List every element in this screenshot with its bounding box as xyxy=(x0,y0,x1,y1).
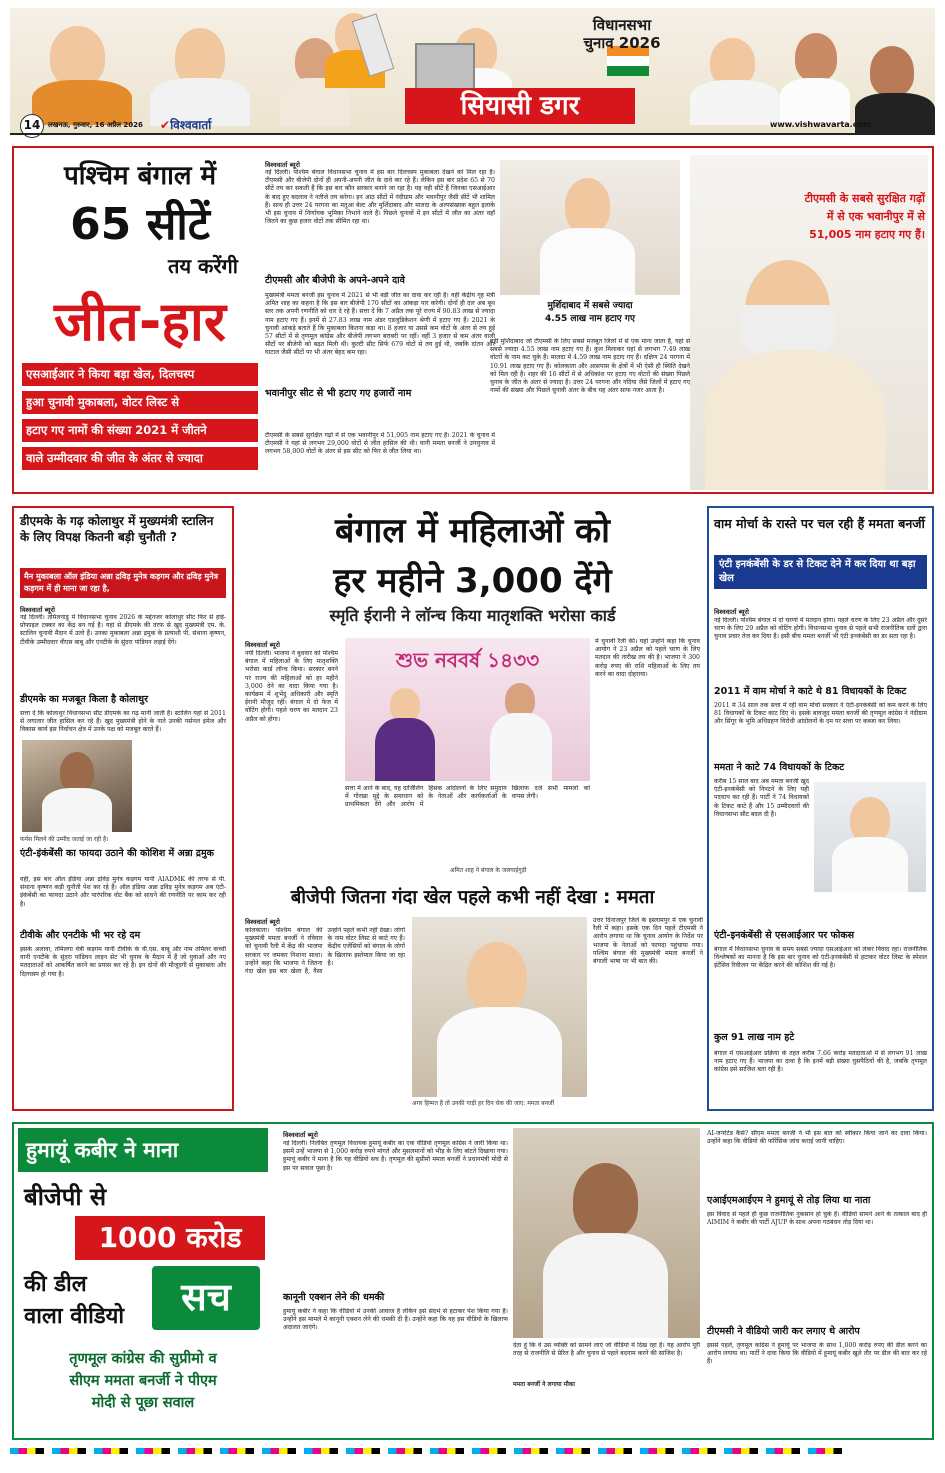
right-headline: वाम मोर्चा के रास्ते पर चल रही हैं ममता बनर्जी xyxy=(714,516,925,531)
story1-body: वहीं मुर्शिदाबाद जो टीएमसी के लिए सबसे मजबूत जिलों में से एक माना जाता है, यहां से सबसे ज्यादा 4.55 लाख नाम हटाए गए हैं। कुल मिलाकर यहां से लगभग 7.49 लाख वोटरों के नाम कट चुके हैं। मालदा में 4.59 लाख नाम हटाए गए हैं। दक्षिण 24 परगना में 10.91 लाख हटाए गए हैं। कोलकाता और आसपास के क्षेत्रों में भी ऐसी ही स्थिति देखने को मिल रही है। शहर की 16 सीटों में से अधिकांश पर हटाए गए वोटरों की संख्या पिछले चुनाव के जीत के अंतर से ज्यादा है। उत्तर 24 परगना और नदिया जैसे जिलों में हटाए गए नामों की संख्या और पिछले चुनावी अंतर के बीच यह अंतर साफ नजर आता है। xyxy=(490,338,690,395)
smriti-irani-photo xyxy=(345,638,590,781)
story1-headline-l1: पश्चिम बंगाल में xyxy=(63,161,217,191)
brand-mark-icon: ✔ xyxy=(160,118,171,132)
story1-pullquote: टीएमसी के सबसे सुरक्षित गढ़ों में से एक भवानीपुर में से 51,005 नाम हटाए गए हैं। xyxy=(804,192,925,241)
story2-caption: अमित शाह ने बंगाल के जलपाईगुड़ी xyxy=(450,867,527,874)
election-label: विधानसभा चुनाव 2026 xyxy=(583,16,661,52)
story1-deck-line: वाले उम्मीदवार की जीत के अंतर से ज्यादा xyxy=(22,447,258,470)
story2-body: सत्ता में आने के बाद, यह दार्जिलिंग में गोरखा मुद्दे के समाधान को प्राथमिकता देंगे और आरोप में हिंसक आंदोलनों के लिए समुदाय के नेताओं और कार्यकर्ताओं के खिलाफ दर्ज सभी मामलों को वापस लेगी। xyxy=(345,785,590,809)
masthead-rule xyxy=(10,133,935,135)
left-body: नई दिल्ली। तमिलनाडु में विधानसभा चुनाव 2026 के मद्देनजर कोलाथुर सीट फिर से हाई-प्रोफाइल टक्कर का केंद्र बन गई है। यहां से डीएमके की तरफ से खुद मुख्यमंत्री एम. के. स्टालिन चुनावी मैदान में उतरे हैं। उनका मुकाबला अन्ना द्रमुक के प्रत्याशी पी. संथाना कृष्णन, टीवीके उम्मीदवार वीएस बाबू और एनटीके के सुंदरा पांडियन लड़ाई देंगे। xyxy=(20,614,226,646)
story2-deck: स्मृति ईरानी ने लॉन्च किया मातृशक्ति भरोसा कार्ड xyxy=(329,606,616,625)
story4-caption: ममता बनर्जी ने लगाया मौका xyxy=(513,1381,575,1388)
story4-badge: सच xyxy=(152,1266,260,1330)
left-deck: मैन मुकाबला ऑल इंडिया अन्ना द्रविड़ मुनेत्र कड़गम और द्रविड़ मुनेत्र कड़गम में ही माना जा रहा है, xyxy=(20,568,226,598)
story1-deck-line: हुआ चुनावी मुकाबला, वोटर लिस्ट से xyxy=(22,391,258,414)
website-url: www.vishwavarta.com xyxy=(770,120,872,129)
story4-deck xyxy=(18,1348,268,1414)
right-body: करीब 15 साल बाद अब ममता बनर्जी खुद एंटी-इनकंबेंसी को निपटने के लिए यही पदचाप कर रही हैं। पार्टी ने 74 विधायकों के टिकट काटे हैं और 15 उम्मीदवारों की विधानसभा सीट बदल दी है। xyxy=(714,778,809,818)
right-subhead: ममता ने काटे 74 विधायकों के टिकट xyxy=(714,762,845,773)
story3-headline: बीजेपी जितना गंदा खेल पहले कभी नहीं देखा : ममता xyxy=(290,887,655,908)
story4-panel-l3: की डील xyxy=(24,1272,87,1297)
story3-caption: अगर हिम्मत है तो उनकी गाड़ी हर दिन चेक की जाए: ममता बनर्जी xyxy=(412,1100,555,1107)
story4-subhead: कानूनी एक्शन लेने की धमकी xyxy=(283,1292,385,1303)
page-number: 14 xyxy=(20,114,44,138)
left-body: वहीं, इस बार ऑल इंडिया अन्ना द्रविड़ मुनेत्र कड़गम यानी AIADMK की तरफ से पी. संथाना कृष्णन कड़ी चुनौती पेश कर रहे हैं। ऑल इंडिया अन्ना द्रविड़ मुनेत्र कड़गम अब एंटी-इंकंबेंसी का फायदा उठाने और पारंपरिक वोट बैंक को साधने की रणनीति पर काम कर रही है। xyxy=(20,876,226,908)
right-subhead: एंटी-इनकंबेंसी से एसआईआर पर फोकस xyxy=(714,930,855,941)
right-deck: एंटी इनकंबेंसी के डर से टिकट देने में कर दिया था बड़ा खेल xyxy=(714,555,927,589)
stalin-photo xyxy=(22,740,132,832)
left-photo-caption: फर्नस मिलने की उम्मीद जताई जा रही है। xyxy=(20,836,109,843)
politician-figure xyxy=(870,46,914,96)
mamata-portrait-photo xyxy=(814,782,926,892)
story2-headline-l2: हर महीने 3,000 देंगे xyxy=(333,561,612,601)
story3-byline: विश्ववार्ता ब्यूरो xyxy=(245,918,280,926)
story4-body: देता हूं कि वे उस व्यक्ति को सामने लाएं जो वीडियो में दिख रहा है। यह आरोप पूरी तरह से राजनीति से प्रेरित है और चुनाव से पहले बदनाम करने की साजिश है। xyxy=(513,1342,700,1358)
photo-caption xyxy=(500,300,680,326)
left-headline: डीएमके के गढ़ कोलाथुर में मुख्यमंत्री स्टालिन के लिए विपक्ष कितनी बड़ी चुनौती ? xyxy=(20,514,214,544)
story4-deck-line: सीएम ममता बनर्जी ने पीएम xyxy=(69,1373,217,1389)
politician-figure xyxy=(795,33,837,81)
story4-subhead: टीएमसी ने वीडियो जारी कर लगाए थे आरोप xyxy=(707,1326,860,1337)
story3-body: उत्तर दिनाजपुर जिले के इस्लामपुर में एक चुनावी रैली में कहा। इसके एक दिन पहले टीएमसी ने आरोप लगाया था कि चुनाव आयोग के निर्देश पर भाजपा के नेताओं को फायदा पहुंचाया गया। पश्चिम बंगाल की मुख्यमंत्री ममता बनर्जी ने बंगाली भाषा पर भी बात की। xyxy=(593,917,703,966)
story1-body: मुख्यमंत्री ममता बनर्जी इस चुनाव में 2021 से भी बड़ी जीत का दावा कर रही हैं। वहीं केंद्रीय गृह मंत्री अमित शाह का कहना है कि इस बार बीजेपी 170 सीटों का आंकड़ा पार करेगी। दोनों ही दल अब बूथ स्तर तक अपनी रणनीति को धार दे रहे हैं। सत्ता दें कि 7 अप्रैल तक पूरे राज्य में 90.83 लाख से ज्यादा नाम हटाए गए हैं। इनमें से 27.83 लाख नाम अंडर एडजुडिकेशन श्रेणी में हटाए गए हैं। 2021 के चुनावी आंकड़े बताते हैं कि मुकाबला कितना कड़ा था। 8 हजार या उससे कम वोटों के अंतर से तय हुई 57 सीटों में से तृणमूल कांग्रेस और बीजेपी लगभग बराबरी पर रहीं। वहीं 3 हजार से कम अंतर वाली सीटों पर बीजेपी को बढ़त मिली थी। कुल्टी सीट सिर्फ 679 वोटों से तय हुई थी, जबकि दांतन और घाटाल जैसी सीटों पर भी अंतर बेहद कम रहा। xyxy=(265,292,495,357)
right-body: बंगाल में एसआईआर प्रक्रिया के तहत करीब 7.66 करोड़ मतदाताओं में से लगभग 91 लाख नाम हटाए गए हैं। भाजपा का दावा है कि इनमें बड़ी संख्या घुसपैठियों की है, जबकि तृणमूल कांग्रेस इसे साजिश बता रही है। xyxy=(714,1050,927,1074)
right-subhead: 2011 में वाम मोर्चा ने काटे थे 81 विधायकों के टिकट xyxy=(714,686,907,697)
story4-byline: विश्ववार्ता ब्यूरो xyxy=(283,1131,318,1139)
story2-byline: विश्ववार्ता ब्यूरो xyxy=(245,641,280,649)
brand-name: विश्ववार्ता xyxy=(170,118,212,132)
photo-caption-line: 4.55 लाख नाम हटाए गए xyxy=(545,314,635,324)
story4-panel-l4: वाला वीडियो xyxy=(24,1304,125,1329)
story2-body: में चुनावी रैली की। यहां उन्होंने कहा कि चुनाव आयोग ने 23 अप्रैल को पहले चरण के लिए मतदान की तारीख तय की है। भाजपा ने 300 करोड़ रुपए की राशि महिलाओं के लिए तय करने का वादा दोहराया। xyxy=(595,638,700,678)
right-subhead: कुल 91 लाख नाम हटे xyxy=(714,1032,795,1043)
story1-deck-line: एसआईआर ने किया बड़ा खेल, दिलचस्प xyxy=(22,363,258,386)
left-subhead: एंटी-इंकंबेंसी का फायदा उठाने की कोशिश में अन्ना द्रमुक xyxy=(20,848,214,859)
poster-text: শুভ নববর্ষ ১৪৩৩ xyxy=(395,648,540,672)
right-byline: विश्ववार्ता ब्यूरो xyxy=(714,608,749,616)
story2-headline-l1: बंगाल में महिलाओं को xyxy=(335,511,610,551)
story1-headline-l2: 65 सीटें xyxy=(70,199,210,250)
left-body: इसके अलावा, तमिलगा वेत्री कड़गम यानी टीवीके के वी.एस. बाबू और नाम तमिलर कच्ची यानी एनटीके के सुंदरा पांडियन लाइन सेट भी चुनाव के मैदान में हैं जो युवाओं और नए मतदाताओं को आकर्षित करने का प्रयास कर रहे हैं। इन दोनों की मौजूदगी से मुकाबला और दिलचस्प हो गया है। xyxy=(20,946,226,978)
left-subhead: डीएमके का मजबूत किला है कोलाथुर xyxy=(20,694,148,705)
story4-body: हुमायूं कबीर ने कहा कि वीडियो में उनकी आवाज है लेकिन इसे संदर्भ से हटाकर पेश किया गया है। उन्होंने इस मामले में कानूनी एक्शन लेने की धमकी दी है। उन्होंने कहा कि वह इस वीडियो के खिलाफ अदालत जाएंगे। xyxy=(283,1308,508,1332)
story4-deck-line: मोदी से पूछा सवाल xyxy=(91,1395,195,1411)
mamata-photo xyxy=(500,160,680,295)
mamata-speech-photo xyxy=(412,917,587,1097)
story4-body: इससे पहले, तृणमूल कांग्रेस ने हुमायूं पर भाजपा के साथ 1,000 करोड़ रुपए की डील करने का आरोप लगाया था। पार्टी ने दावा किया कि वीडियो में हुमायूं कबीर खुले तौर पर डील की बात कर रहे हैं। xyxy=(707,1342,927,1366)
section-title: सियासी डगर xyxy=(405,88,635,124)
story4-deck-line: तृणमूल कांग्रेस की सुप्रीमो व xyxy=(69,1351,217,1367)
story1-body: टीएमसी के सबसे सुरक्षित गढ़ों में से एक भवानीपुर में 51,005 नाम हटाए गए हैं। 2021 के चुनाव में टीएमसी ने यहां से लगभग 29,000 वोटों से जीत हासिल की थी। यानी ममता बनर्जी ने उपचुनाव में लगभग 58,000 वोटों के अंतर से इस सीट को फिर से जीत लिया था। xyxy=(265,432,495,456)
right-body: नई दिल्ली। पश्चिम बंगाल में दो चरणों में मतदान होगा। पहले चरण के लिए 23 अप्रैल और दूसरे चरण के लिए 29 अप्रैल को वोटिंग होगी। विधानसभा चुनाव से पहले सभी राजनीतिक दलों द्वारा चुनाव प्रचार तेज कर दिया है। इसी बीच ममता बनर्जी भी एंटी इनकंबेंसी का डर सता रहा है। xyxy=(714,617,927,641)
left-subhead: टीवीके और एनटीके भी भर रहे दम xyxy=(20,930,141,941)
story1-deck xyxy=(22,363,258,470)
story1-subhead: टीएमसी और बीजेपी के अपने-अपने दावे xyxy=(265,275,405,286)
story1-subhead: भवानीपुर सीट से भी हटाए गए हजारों नाम xyxy=(265,388,412,399)
story2-body: नयी दिल्ली। भाजपा ने बुधवार को पश्चिम बंगाल में महिलाओं के लिए मातृशक्ति भरोसा कार्ड लॉन्च किया। सरकार बनने पर राज्य की महिलाओं को हर महीने 3,000 देने का वादा किया गया है। कार्यक्रम में शुभेंदु अधिकारी और स्मृति ईरानी मौजूद रहीं। बंगाल में दो फेज में वोटिंग होगी। पहले चरण का मतदान 23 अप्रैल को होगा। xyxy=(245,650,338,723)
story4-subhead: एआईएमआईएम ने हुमायूं से तोड़ लिया था नाता xyxy=(707,1195,871,1206)
story4-headline: हुमायूं कबीर ने माना xyxy=(18,1128,268,1172)
right-body: बंगाल में विधानसभा चुनाव के समय सबसे ज्यादा एसआईआर को लेकर विवाद रहा। राजनीतिक विश्लेषकों का मानना है कि इस बार चुनाव को एंटी-इनकंबेंसी से हटाकर वोटर लिस्ट के स्पेशल इंटेंसिव रिवीजन पर केंद्रित करने की कोशिश की गई है। xyxy=(714,946,927,970)
story1-headline-l3: तय करेंगी xyxy=(168,254,238,278)
story4-panel-l2: 1000 करोड xyxy=(75,1216,265,1260)
registration-color-bar xyxy=(10,1446,935,1456)
left-byline: विश्ववार्ता ब्यूरो xyxy=(20,606,55,614)
date-line: लखनऊ, गुरुवार, 16 अप्रैल 2026 xyxy=(48,121,143,129)
right-body: 2011 में 34 साल तक सत्ता में रही वाम मोर्चा सरकार ने एंटी-इनकंबेंसी को कम करने के लिए 81 विधायकों के टिकट काट दिए थे। इसके बावजूद ममता बनर्जी की तृणमूल कांग्रेस ने नंदीग्राम और सिंगूर के भूमि अधिग्रहण विरोधी आंदोलनों के दम पर सत्ता पर कब्जा कर लिया। xyxy=(714,702,927,726)
story1-deck-line: हटाए गए नामों की संख्या 2021 में जीतने xyxy=(22,419,258,442)
story4-body: इस विवाद से पहले ही कुछ राजनीतिक नुकसान हो चुके हैं। वीडियो सामने आने के तत्काल बाद ही AIMIM ने कबीर की पार्टी AJUP के साथ अपना गठबंधन तोड़ दिया था। xyxy=(707,1211,927,1227)
politician-figure xyxy=(50,26,105,86)
story1-body: नई दिल्ली। पश्चिम बंगाल विधानसभा चुनाव में इस बार दिलचस्प मुकाबला देखने को मिल रहा है। टीएमसी और बीजेपी दोनों ही अपनी-अपनी जीत के दावे कर रहे हैं। लेकिन इस बार प्रदेश 65 से 70 सीटें तय कर सकती हैं कि इस बार कौन सरकार बनाने जा रहा है। यह वही सीटें हैं जिनका एसआईआर के बाद हुए बदलाव ने नतीजे तय करेगा। इन आठ सीटों में नंदीग्राम और भवानीपुर जैसी सीटें भी शामिल हैं। साथ ही उत्तर 24 परगना का मतुआ बेल्ट और मुर्शिदाबाद और मालदा के अल्पसंख्यक बहुल इलाके भी इस चुनाव में निर्णायक भूमिका निभाने वाले हैं। पिछले चुनावों में इन सीटों में जीत का अंतर वहाँ जितने का कुछ हजार वोटों तक सीमित रहा था। xyxy=(265,169,495,226)
story4-panel-l1: बीजेपी से xyxy=(24,1183,107,1211)
story1-headline-l4: जीत-हार xyxy=(54,290,226,353)
story4-body: नई दिल्ली। निलंबित तृणमूल विधायक हुमायूं कबीर का एक वीडियो तृणमूल कांग्रेस ने जारी किया था। इसमें उन्हें भाजपा से 1,000 करोड़ रुपये मांगते और मुसलमानों को भीड़ के लिए बांटते दिखाया गया। हुमायूं कबीर ने माना है कि यह वीडियो सच है। तृणमूल की सुप्रीमो ममता बनर्जी ने प्रधानमंत्री मोदी से इस पर सवाल पूछा है। xyxy=(283,1140,508,1172)
left-body: सत्ता दें कि कोलाथुर विधानसभा सीट डीएमके का गढ़ मानी जाती है। स्टालिन यहां से 2011 से लगातार जीत हासिल कर रहे हैं। खुद मुख्यमंत्री होने के नाते उनकी पर्सनल इमेज और विकास कार्य इस निर्वाचन क्षेत्र में उनके पक्ष को मजबूत करते हैं। xyxy=(20,710,226,734)
story4-body: AI-जनरेटेड कैसे? सीएम ममता बनर्जी ने भी इस बात को स्वीकार किया जाने का दावा किया। उन्होंने कहा कि वीडियो की फॉरेंसिक जांच कराई जानी चाहिए। xyxy=(707,1130,927,1146)
brand-logo xyxy=(160,116,211,133)
photo-caption-line: मुर्शिदाबाद में सबसे ज्यादा xyxy=(547,301,633,311)
humayun-kabir-photo xyxy=(513,1128,700,1338)
story1-byline: विश्ववार्ता ब्यूरो xyxy=(265,161,300,169)
story3-body: कोलकाता। पश्चिम बंगाल की मुख्यमंत्री ममता बनर्जी ने रविवार को चुनावी रैली में केंद्र की भाजपा सरकार पर जमकर निशाना साधा। उन्होंने कहा कि भाजपा ने जितना गंदा खेल इस बार खेला है, वैसा उन्होंने पहले कभी नहीं देखा। लोगों के नाम वोटर लिस्ट से काटे गए हैं। केंद्रीय एजेंसियों को बंगाल के लोगों के खिलाफ इस्तेमाल किया जा रहा है। xyxy=(245,927,405,976)
politician-figure xyxy=(710,38,755,86)
